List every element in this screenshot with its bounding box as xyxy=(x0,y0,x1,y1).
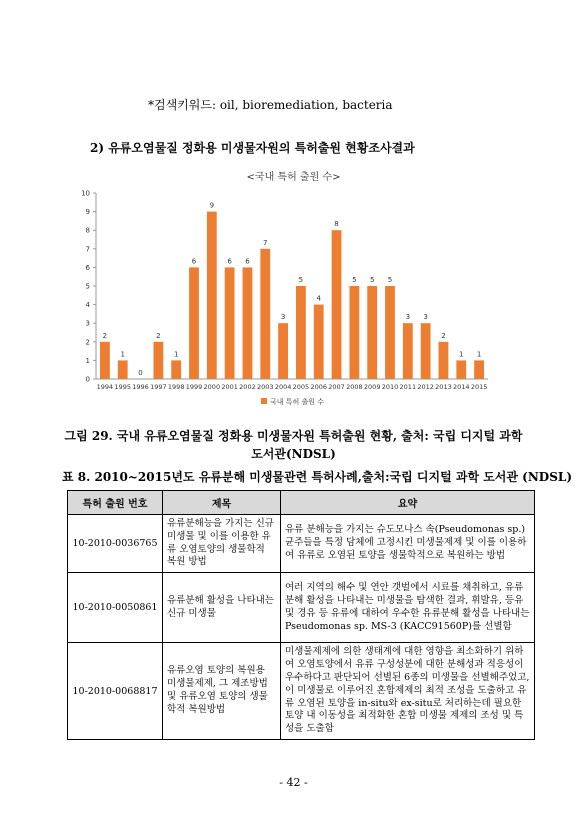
data-label: 5 xyxy=(387,276,393,284)
data-label: 7 xyxy=(263,238,268,247)
header-title: 제목 xyxy=(163,491,281,515)
section-title: 2) 유류오염물질 정화용 미생물자원의 특허출원 현황조사결과 xyxy=(90,141,415,155)
data-label: 5 xyxy=(369,276,375,284)
bar-2015 xyxy=(474,360,484,379)
data-label: 2 xyxy=(102,331,108,340)
bar-2006 xyxy=(314,305,324,379)
patent-number: 10-2010-0050861 xyxy=(68,573,163,643)
data-label: 6 xyxy=(245,257,250,266)
patent-title: 유류오염 토양의 복원용 미생물제제, 그 제조방법 및 유류오염 토양의 생물학적 복원방법 xyxy=(163,643,281,740)
patent-number: 10-2010-0036765 xyxy=(68,515,163,573)
data-label: 3 xyxy=(423,313,428,322)
x-tick-label: 2005 xyxy=(292,383,310,391)
data-label: 1 xyxy=(459,350,464,359)
legend-swatch xyxy=(261,398,267,404)
bar-2012 xyxy=(421,323,431,379)
patent-number: 10-2010-0068817 xyxy=(68,643,163,740)
data-label: 8 xyxy=(334,220,339,229)
patent-table xyxy=(67,490,535,740)
figure-caption-line2: 도서관(NDSL) xyxy=(251,447,336,461)
data-label: 6 xyxy=(191,257,197,266)
x-tick-label: 2015 xyxy=(470,383,488,391)
bar-2014 xyxy=(456,360,466,379)
bar-2011 xyxy=(403,323,413,379)
x-tick-label: 1996 xyxy=(132,383,149,391)
data-label: 1 xyxy=(173,350,179,359)
bar-2000 xyxy=(207,212,217,379)
x-tick-label: 2013 xyxy=(435,383,452,391)
table-row xyxy=(68,573,535,643)
x-tick-label: 2008 xyxy=(346,383,363,391)
page-number: - 42 - xyxy=(279,776,308,789)
table-caption: 표 8. 2010~2015년도 유류분해 미생물관련 특허사례,출처:국립 디지털 과학 도서관 (NDSL) xyxy=(62,470,572,484)
x-tick-label: 1997 xyxy=(150,383,167,391)
x-tick-label: 2001 xyxy=(221,383,238,391)
x-tick-label: 2009 xyxy=(363,383,381,391)
data-label: 3 xyxy=(405,313,411,322)
y-tick-label: 0 xyxy=(85,375,90,384)
search-keywords: *검색키워드: oil, bioremediation, bacteria xyxy=(148,98,393,112)
bar-2007 xyxy=(332,230,342,379)
data-label: 1 xyxy=(120,350,125,359)
y-tick-label: 1 xyxy=(85,356,90,365)
patent-summary: 미생물제제에 의한 생태계에 대한 영향을 최소화하기 위하여 오염토양에서 유류 구성성분에 대한 분해성과 적응성이 우수하다고 판단되어 선별된 6종의 미생물을 선별해주었고, 이 미생물로 이루어진 혼합제제의 최적 조성을 도출하고 유류 오염된 토양을 in-situ와 ex-situ로 처리하는데 필요한 토양 내 이동성을 최적화한 혼합 미생물 제제의 조성 및 특성을 도출함 xyxy=(281,643,535,740)
x-tick-label: 2010 xyxy=(381,383,399,391)
data-label: 0 xyxy=(138,369,143,377)
bar-1995 xyxy=(118,360,128,379)
bar-2005 xyxy=(296,286,306,379)
bar-2001 xyxy=(225,267,235,379)
patent-title: 유류분해능을 가지는 신규 미생물 및 이를 이용한 유류 오염토양의 생물학적 복원 방법 xyxy=(163,515,281,573)
x-tick-label: 1995 xyxy=(114,383,132,391)
data-label: 6 xyxy=(227,257,232,266)
data-label: 4 xyxy=(316,294,321,303)
x-tick-label: 2000 xyxy=(203,383,221,391)
bar-2002 xyxy=(243,267,253,379)
data-label: 3 xyxy=(280,313,286,322)
y-tick-label: 5 xyxy=(85,282,90,291)
x-tick-label: 2012 xyxy=(417,383,434,391)
table-row xyxy=(68,643,535,740)
bar-2010 xyxy=(385,286,395,379)
y-tick-label: 6 xyxy=(85,263,90,272)
table-row xyxy=(68,515,535,573)
patent-bar-chart xyxy=(76,185,506,417)
bar-2003 xyxy=(260,249,270,379)
x-tick-label: 1998 xyxy=(167,383,185,391)
bar-1997 xyxy=(153,342,163,379)
data-label: 5 xyxy=(298,276,304,284)
y-tick-label: 3 xyxy=(85,319,90,328)
x-tick-label: 2002 xyxy=(239,383,256,391)
bar-2008 xyxy=(349,286,359,379)
y-tick-label: 7 xyxy=(85,245,90,254)
chart-title: <국내 특허 출원 수> xyxy=(246,172,341,183)
bar-2013 xyxy=(439,342,449,379)
data-label: 1 xyxy=(476,350,482,359)
header-summary: 요약 xyxy=(281,491,535,515)
y-tick-label: 10 xyxy=(81,189,90,198)
bar-2004 xyxy=(278,323,288,379)
y-tick-label: 4 xyxy=(85,301,90,310)
x-tick-label: 2006 xyxy=(310,383,328,391)
figure-caption-line1: 그림 29. 국내 유류오염물질 정화용 미생물자원 특허출원 현황, 출처: 국립 디지털 과학 xyxy=(64,429,523,443)
bar-1999 xyxy=(189,267,199,379)
data-label: 2 xyxy=(441,331,446,340)
x-tick-label: 1999 xyxy=(185,383,203,391)
data-label: 5 xyxy=(352,276,357,284)
bar-1994 xyxy=(100,342,110,379)
x-tick-label: 2011 xyxy=(399,383,417,391)
x-tick-label: 2003 xyxy=(256,383,274,391)
data-label: 9 xyxy=(209,201,215,210)
bar-1998 xyxy=(171,360,181,379)
x-tick-label: 1994 xyxy=(96,383,114,391)
patent-title: 유류분해 활성을 나타내는 신규 미생물 xyxy=(163,573,281,643)
legend-label: 국내 특허 출원 수 xyxy=(270,398,325,406)
y-tick-label: 2 xyxy=(85,338,90,347)
table-header-row xyxy=(68,491,535,515)
data-label: 2 xyxy=(156,331,161,340)
bar-2009 xyxy=(367,286,377,379)
patent-summary: 여러 지역의 해수 및 연안 갯벌에서 시료를 채취하고, 유류분해 활성을 나타내는 미생물을 탐색한 결과, 휘발유, 등유 및 경유 등 유류에 대하여 우수한 유류분해 활성을 나타내는 Pseudomonas sp. MS-3 (KACC91560P)를 선별함 xyxy=(281,573,535,643)
y-tick-label: 8 xyxy=(85,226,90,235)
x-tick-label: 2014 xyxy=(452,383,470,391)
header-patent-number: 특허 출원 번호 xyxy=(68,491,163,515)
y-tick-label: 9 xyxy=(85,208,90,217)
patent-summary: 유류 분해능을 가지는 슈도모나스 속(Pseudomonas sp.) 균주들을 특정 담체에 고정시킨 미생물제제 및 이를 이용하여 유류로 오염된 토양을 생물학적으로 복원하는 방법 xyxy=(281,515,535,573)
x-tick-label: 2007 xyxy=(328,383,345,391)
x-tick-label: 2004 xyxy=(274,383,292,391)
